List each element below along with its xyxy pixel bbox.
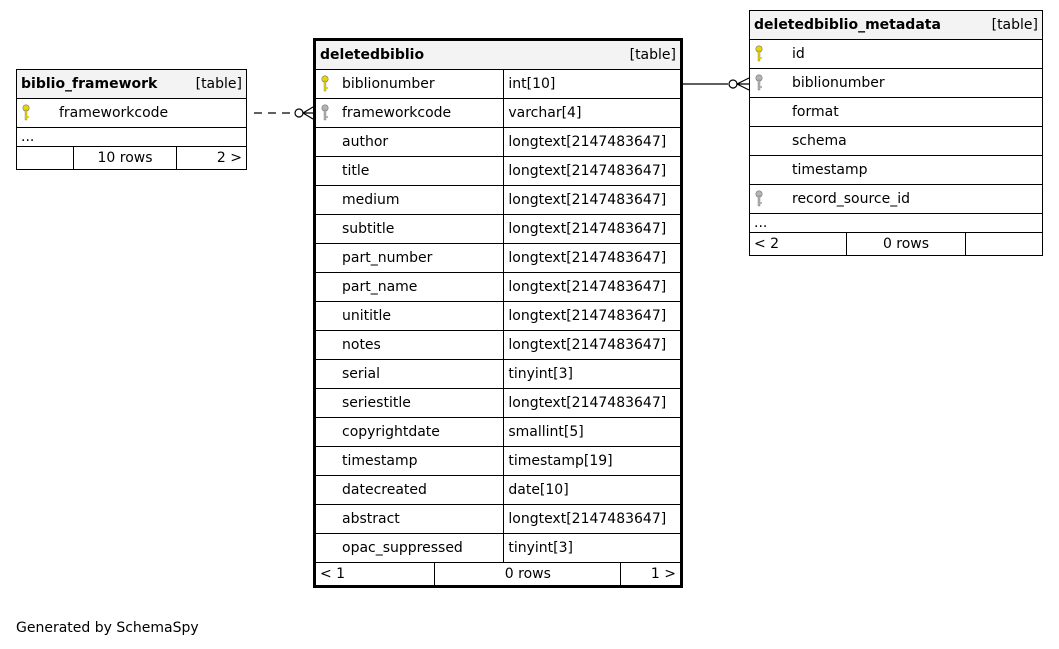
pager-prev[interactable]: [17, 147, 74, 170]
column-row[interactable]: [315, 215, 682, 244]
column-row[interactable]: [315, 157, 682, 186]
column-cell[interactable]: [315, 273, 504, 302]
column-row[interactable]: [315, 418, 682, 447]
table-biblio-framework[interactable]: [16, 69, 247, 170]
column-name: serial: [342, 366, 381, 382]
column-row[interactable]: [750, 69, 1043, 98]
foreign-key-icon: [754, 190, 792, 208]
foreign-key-icon: [754, 74, 792, 92]
column-cell[interactable]: [315, 534, 504, 563]
more-columns-ellipsis: ...: [17, 128, 247, 147]
column-row[interactable]: [750, 98, 1043, 127]
table-deletedbiblio[interactable]: [313, 38, 683, 588]
more-columns-ellipsis: ...: [750, 214, 1043, 233]
column-name: title: [342, 163, 370, 179]
table-kind: [table]: [629, 47, 676, 63]
table-name: deletedbiblio: [320, 47, 425, 63]
column-name: datecreated: [342, 482, 427, 498]
column-name: format: [792, 104, 839, 120]
column-type: longtext[2147483647]: [504, 186, 682, 215]
table-header[interactable]: [17, 70, 247, 99]
table-header[interactable]: [315, 40, 682, 70]
column-row[interactable]: [750, 127, 1043, 156]
table-kind: [table]: [991, 17, 1038, 33]
column-cell[interactable]: [315, 302, 504, 331]
column-name: opac_suppressed: [342, 540, 463, 556]
primary-key-icon: [754, 45, 792, 63]
column-type: timestamp[19]: [504, 447, 682, 476]
column-type: longtext[2147483647]: [504, 331, 682, 360]
column-type: tinyint[3]: [504, 534, 682, 563]
column-type: int[10]: [504, 70, 682, 99]
column-name: part_number: [342, 250, 433, 266]
generated-by-credit: Generated by SchemaSpy: [16, 620, 199, 636]
column-name: frameworkcode: [59, 105, 169, 121]
column-name: medium: [342, 192, 400, 208]
pager-next[interactable]: [966, 233, 1043, 256]
column-name: part_name: [342, 279, 418, 295]
column-name: unititle: [342, 308, 392, 324]
column-name: copyrightdate: [342, 424, 440, 440]
column-row[interactable]: [315, 244, 682, 273]
column-row[interactable]: [315, 447, 682, 476]
column-name: schema: [792, 133, 847, 149]
column-cell[interactable]: [315, 128, 504, 157]
table-kind: [table]: [195, 76, 242, 92]
column-cell[interactable]: [750, 127, 1043, 156]
column-row[interactable]: [750, 40, 1043, 69]
column-type: date[10]: [504, 476, 682, 505]
column-type: longtext[2147483647]: [504, 273, 682, 302]
column-type: longtext[2147483647]: [504, 389, 682, 418]
column-row[interactable]: [315, 476, 682, 505]
column-row[interactable]: [315, 360, 682, 389]
table-header[interactable]: [750, 11, 1043, 40]
column-cell[interactable]: [315, 418, 504, 447]
column-name: notes: [342, 337, 381, 353]
column-row[interactable]: [315, 534, 682, 563]
table-name: deletedbiblio_metadata: [754, 17, 941, 33]
column-name: biblionumber: [342, 76, 435, 92]
column-name: seriestitle: [342, 395, 411, 411]
row-count: 10 rows: [74, 147, 177, 170]
column-type: longtext[2147483647]: [504, 128, 682, 157]
primary-key-icon: [21, 104, 59, 122]
column-type: longtext[2147483647]: [504, 244, 682, 273]
column-cell[interactable]: [315, 99, 504, 128]
column-cell[interactable]: [750, 40, 1043, 69]
column-name: timestamp: [342, 453, 418, 469]
table-deletedbiblio-metadata[interactable]: [749, 10, 1043, 256]
column-row[interactable]: [315, 302, 682, 331]
column-name: frameworkcode: [342, 105, 452, 121]
column-cell[interactable]: [17, 99, 247, 128]
column-row[interactable]: [315, 99, 682, 128]
column-row[interactable]: [315, 505, 682, 534]
column-cell[interactable]: [750, 98, 1043, 127]
column-cell[interactable]: [315, 70, 504, 99]
column-name: id: [792, 46, 805, 62]
edge-zero-circle: [729, 80, 737, 88]
edge-crowfoot: [737, 78, 749, 90]
column-cell[interactable]: [315, 360, 504, 389]
column-row[interactable]: [315, 273, 682, 302]
column-name: abstract: [342, 511, 400, 527]
column-name: biblionumber: [792, 75, 885, 91]
column-cell[interactable]: [750, 156, 1043, 185]
column-type: smallint[5]: [504, 418, 682, 447]
column-cell[interactable]: [315, 447, 504, 476]
column-cell[interactable]: [750, 185, 1043, 214]
column-cell[interactable]: [315, 157, 504, 186]
column-row[interactable]: [750, 185, 1043, 214]
column-name: record_source_id: [792, 191, 910, 207]
pager-prev[interactable]: < 1: [315, 563, 435, 587]
column-row[interactable]: [315, 70, 682, 99]
column-row[interactable]: [315, 331, 682, 360]
pager-next[interactable]: 1 >: [621, 563, 682, 587]
row-count: 0 rows: [847, 233, 966, 256]
edge-crowfoot: [303, 107, 313, 119]
column-name: author: [342, 134, 389, 150]
pager-prev[interactable]: < 2: [750, 233, 847, 256]
column-row[interactable]: [315, 389, 682, 418]
column-type: longtext[2147483647]: [504, 302, 682, 331]
column-type: tinyint[3]: [504, 360, 682, 389]
column-name: timestamp: [792, 162, 868, 178]
column-type: longtext[2147483647]: [504, 505, 682, 534]
column-cell[interactable]: [315, 244, 504, 273]
column-cell[interactable]: [315, 186, 504, 215]
column-row[interactable]: [750, 156, 1043, 185]
column-type: longtext[2147483647]: [504, 215, 682, 244]
edge-zero-circle: [295, 109, 303, 117]
column-name: subtitle: [342, 221, 395, 237]
column-cell[interactable]: [315, 476, 504, 505]
column-cell[interactable]: [315, 331, 504, 360]
column-row[interactable]: [17, 99, 247, 128]
pager-next[interactable]: 2 >: [177, 147, 247, 170]
column-cell[interactable]: [315, 215, 504, 244]
column-cell[interactable]: [315, 389, 504, 418]
column-type: longtext[2147483647]: [504, 157, 682, 186]
column-type: varchar[4]: [504, 99, 682, 128]
table-name: biblio_framework: [21, 76, 158, 92]
column-cell[interactable]: [315, 505, 504, 534]
foreign-key-icon: [320, 104, 342, 122]
column-cell[interactable]: [750, 69, 1043, 98]
column-row[interactable]: [315, 186, 682, 215]
primary-key-icon: [320, 75, 342, 93]
column-row[interactable]: [315, 128, 682, 157]
row-count: 0 rows: [435, 563, 621, 587]
